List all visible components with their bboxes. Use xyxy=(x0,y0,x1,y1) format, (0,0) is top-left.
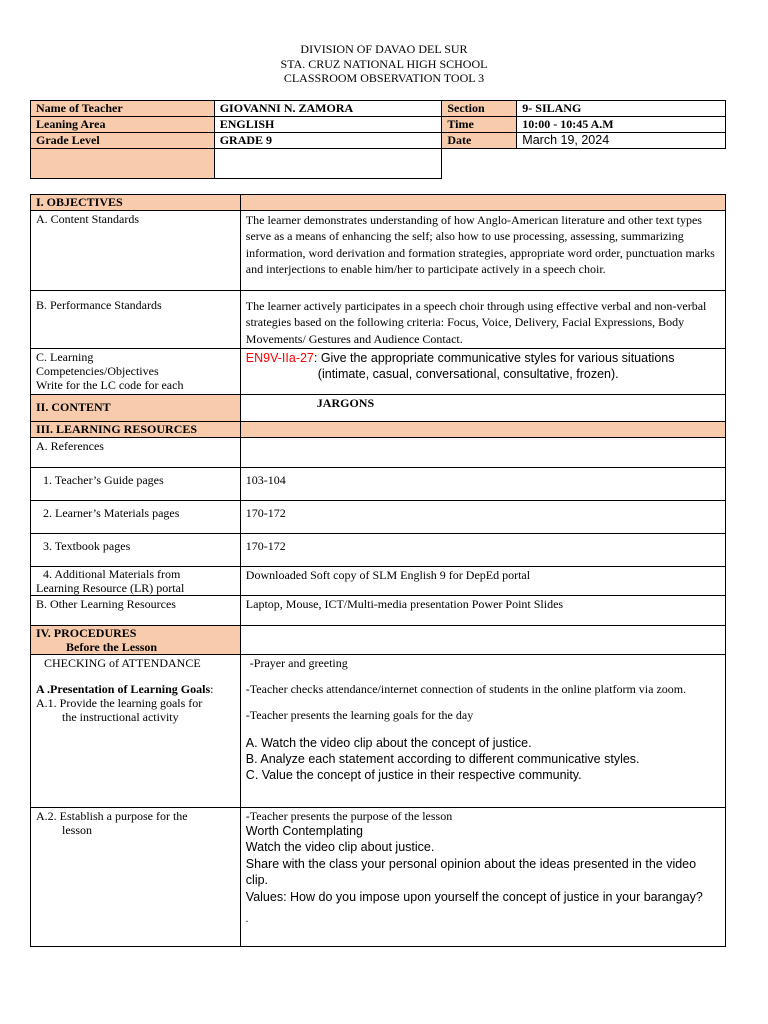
competencies-label-line1: C. Learning xyxy=(36,349,94,364)
a1-label-line2: the instructional activity xyxy=(62,709,179,724)
learners-materials-label: 2. Learner’s Materials pages xyxy=(31,500,241,533)
purpose-intro: -Teacher presents the purpose of the lesson xyxy=(245,808,453,823)
date-value: March 19, 2024 xyxy=(517,133,726,149)
performance-standards-text: The learner actively participates in a speech choir through using effective verbal and non-verbal strategies based on the following criteria: Focus, Voice, Delivery, Facial Expressions, Body Movements/ Gestures and Audience Contact. xyxy=(240,291,725,349)
additional-materials-value: Downloaded Soft copy of SLM English 9 for DepEd portal xyxy=(240,566,725,595)
presentation-goals-label: A .Presentation of Learning Goals xyxy=(36,681,211,696)
before-lesson-title: Before the Lesson xyxy=(66,639,158,654)
prayer-text: -Prayer and greeting xyxy=(249,655,348,670)
present-goals-text: -Teacher presents the learning goals for the day xyxy=(245,707,474,722)
references-value xyxy=(240,437,725,467)
textbook-value: 170-172 xyxy=(240,533,725,566)
time-value: 10:00 - 10:45 A.M xyxy=(517,117,726,133)
section-value: 9- SILANG xyxy=(517,101,726,117)
teacher-info-table xyxy=(30,100,726,179)
attendance-text: -Teacher checks attendance/internet connection of students in the online platform via zoom. xyxy=(245,681,687,696)
content-standards-text: The learner demonstrates understanding of how Anglo-American literature and other text types serve as a means of enhancing the self; also how to use processing, assessing, summarizing information, word derivation and formation strategies, appropriate word order, punctuation marks and interjections to enable him/her to participate actively in a speech choir. xyxy=(240,211,725,291)
additional-materials-label-line1: 4. Additional Materials from xyxy=(43,566,181,581)
goals-content-cell xyxy=(240,654,725,807)
performance-standards-label: B. Performance Standards xyxy=(31,291,241,349)
procedures-heading-fill xyxy=(240,625,725,654)
teacher-value: GIOVANNI N. ZAMORA xyxy=(214,101,442,117)
learning-area-label: Leaning Area xyxy=(31,117,215,133)
learning-area-value: ENGLISH xyxy=(214,117,442,133)
presentation-goals-colon: : xyxy=(210,681,214,696)
purpose-line4: Values: How do you impose upon yourself the concept of justice in your barangay? xyxy=(245,889,703,904)
purpose-line3: Share with the class your personal opinion about the ideas presented in the video clip. xyxy=(245,856,697,888)
competency-line2: (intimate, casual, conversational, consultative, frozen). xyxy=(317,366,619,381)
textbook-label: 3. Textbook pages xyxy=(31,533,241,566)
purpose-line1: Worth Contemplating xyxy=(245,823,363,838)
teacher-label: Name of Teacher xyxy=(31,101,215,117)
section-label: Section xyxy=(442,101,517,117)
grade-level-label: Grade Level xyxy=(31,133,215,149)
goal-a: A. Watch the video clip about the concept of justice. xyxy=(245,735,532,750)
time-label: Time xyxy=(442,117,517,133)
procedures-heading xyxy=(31,625,241,654)
competencies-label xyxy=(31,348,241,394)
a1-label-line1: A.1. Provide the learning goals for xyxy=(36,695,203,710)
competencies-label-line3: Write for the LC code for each xyxy=(36,377,184,392)
competencies-label-line2: Competencies/Objectives xyxy=(36,363,159,378)
a2-label-line2: lesson xyxy=(62,822,92,837)
goal-b: B. Analyze each statement according to different communicative styles. xyxy=(245,751,640,766)
teachers-guide-value: 103-104 xyxy=(240,467,725,500)
other-resources-value: Laptop, Mouse, ICT/Multi-media presentation Power Point Slides xyxy=(240,595,725,625)
learning-resources-heading-fill xyxy=(240,421,725,437)
tool-title: CLASSROOM OBSERVATION TOOL 3 xyxy=(283,71,485,85)
objectives-heading: I. OBJECTIVES xyxy=(31,195,241,211)
blank-value-cell xyxy=(214,149,442,179)
content-standards-label: A. Content Standards xyxy=(31,211,241,291)
a2-label-line1: A.2. Establish a purpose for the xyxy=(36,808,188,823)
document-header xyxy=(0,42,768,86)
purpose-content-cell xyxy=(240,807,725,946)
goals-label-cell xyxy=(31,654,241,807)
learning-resources-heading: III. LEARNING RESOURCES xyxy=(31,421,241,437)
procedures-title: IV. PROCEDURES xyxy=(36,625,137,640)
objectives-heading-fill xyxy=(240,195,725,211)
date-label: Date xyxy=(442,133,517,149)
division-title: DIVISION OF DAVAO DEL SUR xyxy=(300,42,468,56)
school-title: STA. CRUZ NATIONAL HIGH SCHOOL xyxy=(280,56,488,71)
purpose-line2: Watch the video clip about justice. xyxy=(245,840,435,855)
other-resources-label: B. Other Learning Resources xyxy=(31,595,241,625)
purpose-line5: . xyxy=(245,914,249,926)
goal-c: C. Value the concept of justice in their respective community. xyxy=(245,767,582,782)
additional-materials-label-line2: Learning Resource (LR) portal xyxy=(36,580,185,595)
empty-space xyxy=(442,149,726,179)
attendance-label: CHECKING of ATTENDANCE xyxy=(44,655,201,670)
blank-label-cell xyxy=(31,149,215,179)
content-value: JARGONS xyxy=(240,394,725,421)
competencies-text xyxy=(240,348,725,394)
content-heading: II. CONTENT xyxy=(31,394,241,421)
references-label: A. References xyxy=(31,437,241,467)
lc-code: EN9V-IIa-27 xyxy=(245,350,314,365)
learners-materials-value: 170-172 xyxy=(240,500,725,533)
teachers-guide-label: 1. Teacher’s Guide pages xyxy=(31,467,241,500)
competency-line1: : Give the appropriate communicative styles for various situations xyxy=(313,350,675,365)
lesson-plan-table xyxy=(30,194,726,947)
additional-materials-label xyxy=(31,566,241,595)
purpose-label-cell xyxy=(31,807,241,946)
grade-level-value: GRADE 9 xyxy=(214,133,442,149)
